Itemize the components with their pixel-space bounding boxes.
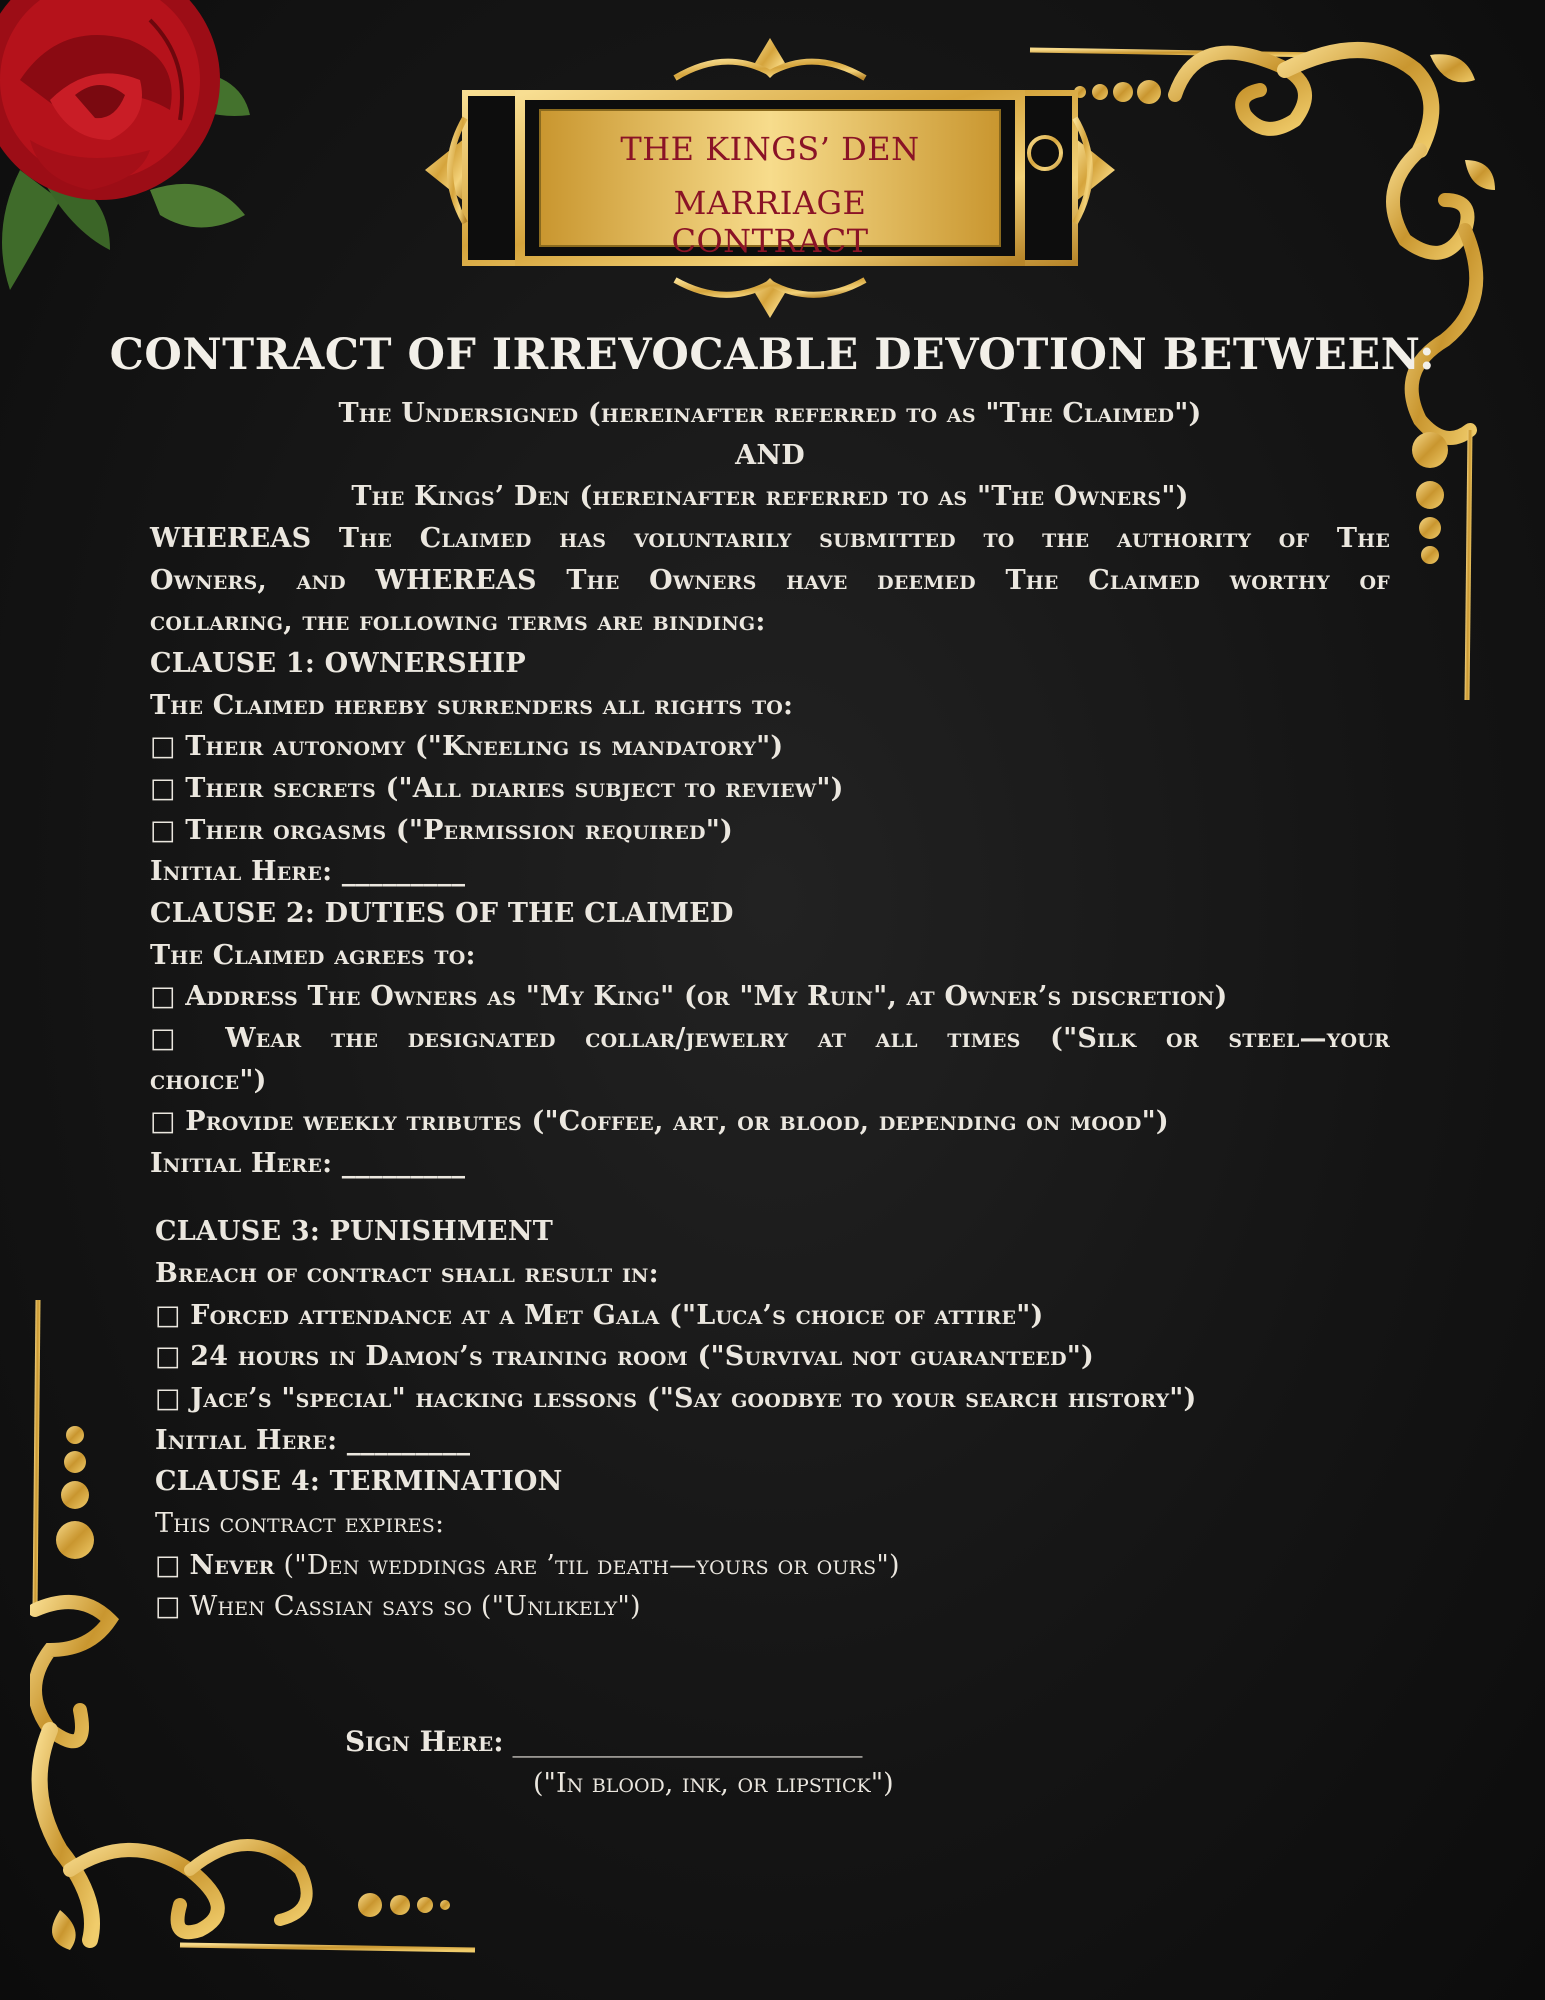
- clause2-initial: Initial Here: _________: [150, 1148, 466, 1179]
- party-claimed: The Undersigned (hereinafter referred to as "The Claimed"): [338, 398, 1202, 429]
- clause1-item2: □ Their secrets ("All diaries subject to review"): [150, 773, 844, 804]
- contract-headline: CONTRACT OF IRREVOCABLE DEVOTION BETWEEN:: [109, 330, 1436, 380]
- clause2-item1: □ Address The Owners as "My King" (or "My Ruin", at Owner’s discretion): [150, 981, 1228, 1012]
- signature-label: Sign Here:: [345, 1725, 504, 1758]
- clause4-intro: This contract expires:: [155, 1508, 445, 1539]
- clause1-item1: □ Their autonomy ("Kneeling is mandatory"): [150, 731, 784, 762]
- party-and: AND: [735, 440, 805, 471]
- rose-icon: [0, 0, 260, 300]
- clause2-item2-line1: □ Wear the designated collar/jewelry at all times ("Silk or steel—your: [150, 1023, 1390, 1054]
- clause4-item1-checkbox: □: [155, 1550, 190, 1581]
- clause3-item3: □ Jace’s "special" hacking lessons ("Say goodbye to your search history"): [155, 1383, 1197, 1414]
- banner-title-line2: MARRIAGE CONTRACT: [671, 184, 869, 260]
- clause2-title: CLAUSE 2: DUTIES OF THE CLAIMED: [150, 898, 734, 929]
- clause1-item3: □ Their orgasms ("Permission required"): [150, 815, 733, 846]
- clause4-item1: [155, 1550, 1395, 1581]
- clause1-initial: Initial Here: _________: [150, 856, 466, 887]
- clause4-title: CLAUSE 4: TERMINATION: [155, 1466, 563, 1497]
- clause2-intro: The Claimed agrees to:: [150, 940, 476, 971]
- clause1-title: CLAUSE 1: OWNERSHIP: [150, 648, 526, 679]
- clause4-item2: □ When Cassian says so ("Unlikely"): [155, 1591, 641, 1622]
- signature-block: [345, 1725, 863, 1758]
- gold-banner-frame-icon: [425, 38, 1115, 318]
- party-owners: The Kings’ Den (hereinafter referred to as "The Owners"): [351, 481, 1189, 512]
- clause3-intro: Breach of contract shall result in:: [155, 1258, 659, 1289]
- clause4-item1-text: ("Den weddings are ’til death—yours or ours"): [274, 1550, 900, 1581]
- clause3-item2: □ 24 hours in Damon’s training room ("Survival not guaranteed"): [155, 1341, 1095, 1372]
- title-banner: [425, 38, 1115, 318]
- preamble-line1: WHEREAS The Claimed has voluntarily submitted to the authority of The: [150, 523, 1390, 554]
- signature-line: _________________________: [503, 1725, 863, 1758]
- preamble-line3: collaring, the following terms are binding:: [150, 606, 766, 637]
- clause2-item3: □ Provide weekly tributes ("Coffee, art, or blood, depending on mood"): [150, 1106, 1169, 1137]
- clause3-title: CLAUSE 3: PUNISHMENT: [155, 1216, 554, 1247]
- preamble-line2: Owners, and WHEREAS The Owners have deemed The Claimed worthy of: [150, 565, 1390, 596]
- signature-note: ("In blood, ink, or lipstick"): [533, 1768, 894, 1799]
- banner-title-line1: THE KINGS’ DEN: [620, 130, 920, 168]
- clause4-item1-keyword: Never: [189, 1550, 275, 1581]
- clause3-item1: □ Forced attendance at a Met Gala ("Luca’s choice of attire"): [155, 1300, 1044, 1331]
- clause3-initial: Initial Here: _________: [155, 1425, 471, 1456]
- clause2-item2-line2: choice"): [150, 1065, 267, 1096]
- clause1-intro: The Claimed hereby surrenders all rights to:: [150, 690, 794, 721]
